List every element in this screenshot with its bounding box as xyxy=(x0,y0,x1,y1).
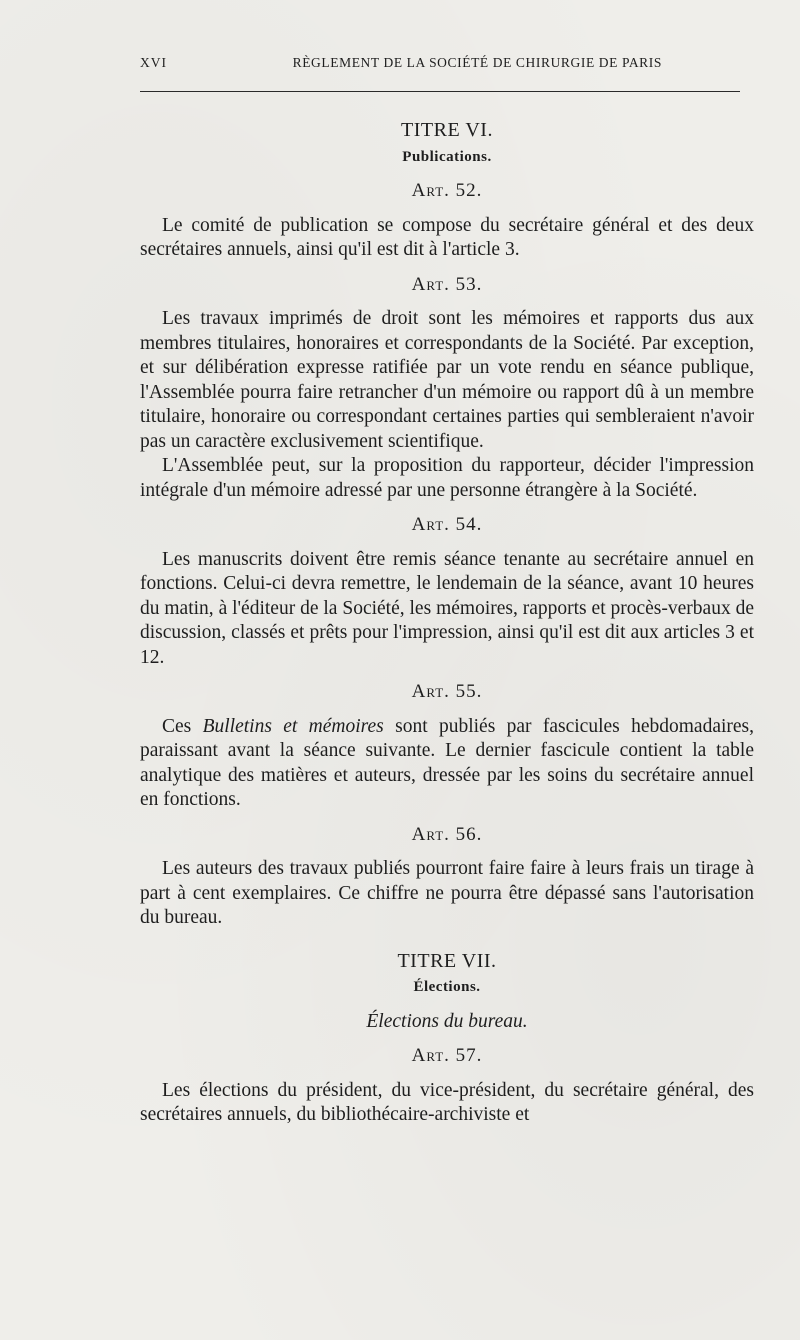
article-57-paragraph: Les élections du président, du vice-président, du secrétaire général, des secrétaires annuels, du bibliothécaire-archiviste et xyxy=(140,1079,754,1125)
article-56-label: Art. 56. xyxy=(411,823,483,845)
article-56-paragraph: Les auteurs des travaux publiés pourront faire faire à leurs frais un tirage à part à cent exemplaires. Ce chiffre ne pourra être dépassé sans l'autorisation du bureau. xyxy=(140,858,754,928)
article-55-lead: Ces xyxy=(162,715,203,737)
article-55-paragraph xyxy=(140,715,754,813)
article-55-label: Art. 55. xyxy=(411,681,483,702)
article-55-rest: sont publiés par fascicules hebdomadaires, paraissant avant la séance suivante. Le dernier fascicule contient la table analytique des matières et auteurs, dressée par les soins du secrétaire annuel en fonctions. xyxy=(140,715,755,810)
section-elections-du-bureau: Élections du bureau. xyxy=(366,1010,528,1032)
titre-vi-subtitle: Publications. xyxy=(402,148,492,165)
article-53-paragraph-2: L'Assemblée peut, sur la proposition du rapporteur, décider l'impression intégrale d'un mémoire adressé par une personne étrangère à la Société. xyxy=(140,455,754,501)
titre-vii-subtitle: Élections. xyxy=(413,979,481,995)
article-52-label: Art. 52. xyxy=(411,180,483,201)
article-52-paragraph: Le comité de publication se compose du secrétaire général et des deux secrétaires annuels, ainsi qu'il est dit à l'article 3. xyxy=(140,214,754,260)
article-54-paragraph: Les manuscrits doivent être remis séance tenante au secrétaire annuel en fonctions. Celui-ci devra remettre, le lendemain de la séance, avant 10 heures du matin, à l'éditeur de la Société, les mémoires, rapports et procès-verbaux de discussion, classés et prêts pour l'impression, ainsi qu'il est dit aux articles 3 et 12. xyxy=(140,548,754,668)
article-55-italic-title: Bulletins et mémoires xyxy=(202,715,384,737)
titre-vi-heading: TITRE VI. xyxy=(401,119,493,141)
titre-vii-heading: TITRE VII. xyxy=(397,949,497,972)
running-head-title: RÈGLEMENT DE LA SOCIÉTÉ DE CHIRURGIE DE PARIS xyxy=(292,55,662,70)
article-54-label: Art. 54. xyxy=(411,514,483,535)
article-57-label: Art. 57. xyxy=(411,1045,483,1066)
header-rule xyxy=(140,91,740,92)
page-folio: XVI xyxy=(140,55,167,70)
body-text xyxy=(140,108,754,1128)
article-53-label: Art. 53. xyxy=(411,273,483,295)
running-head xyxy=(140,55,662,71)
article-53-paragraph-1: Les travaux imprimés de droit sont les mémoires et rapports dus aux membres titulaires, honoraires et correspondants de la Société. Par exception, et sur délibération expresse ratifiée par un vote rendu en séance publique, l'Assemblée pourra faire retrancher d'un mémoire ou rapport dû à un membre titulaire, honoraire ou correspondant certaines parties qui sembleraient n'avoir pas un caractère exclusivement scientifique. xyxy=(140,308,754,452)
